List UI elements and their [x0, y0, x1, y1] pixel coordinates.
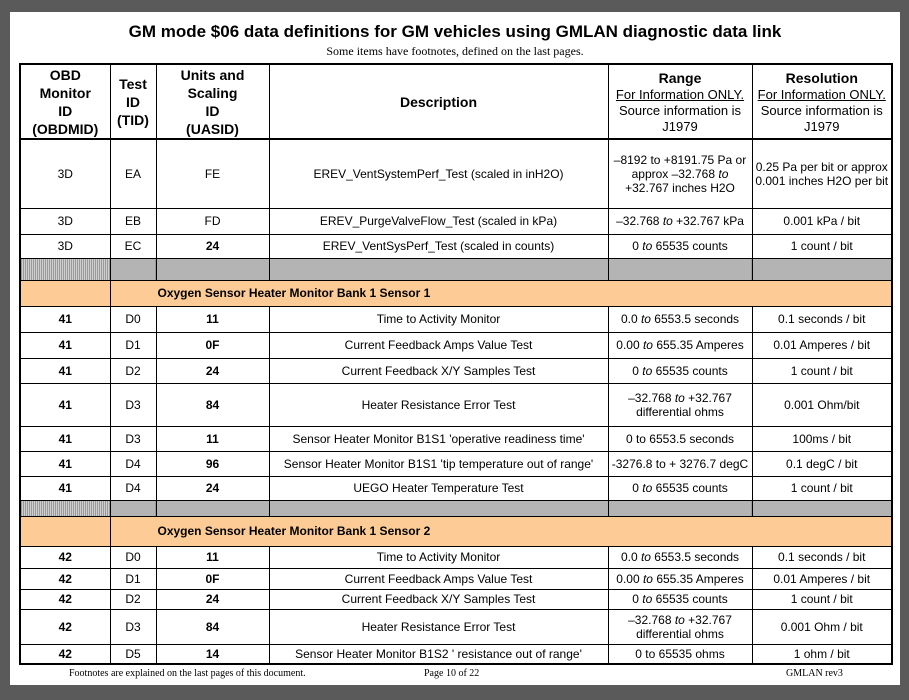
cell-resolution: 0.001 Ohm / bit [752, 609, 892, 644]
range-segment: to [642, 363, 653, 378]
header-tid [110, 64, 156, 139]
cell-obdmid: 42 [20, 568, 110, 589]
cell-desc: EREV_VentSysPerf_Test (scaled in counts) [269, 234, 608, 258]
cell-uasid: 24 [156, 589, 269, 609]
header-uasid [156, 64, 269, 139]
cell-resolution: 0.25 Pa per bit or approx 0.001 inches H2O per bit [752, 139, 892, 208]
header-uasid-line: ID [205, 102, 220, 119]
section-blank-cell [20, 280, 110, 306]
footer-note: Footnotes are explained on the last pages of this document. [69, 668, 306, 679]
header-description: Description [269, 64, 608, 139]
range-segment: to [640, 550, 651, 564]
page-title: GM mode $06 data definitions for GM vehicles using GMLAN diagnostic data link [128, 22, 782, 41]
cell-tid: D3 [110, 426, 156, 451]
range-segment: 6553.5 seconds [650, 312, 740, 326]
cell-desc: Current Feedback Amps Value Test [269, 332, 608, 358]
range-segment: 65535 counts [652, 481, 728, 495]
table-row [20, 589, 892, 609]
header-tid-line: (TID) [117, 111, 149, 128]
cell-resolution: 0.001 Ohm/bit [752, 383, 892, 426]
section-title: Oxygen Sensor Heater Monitor Bank 1 Sensor 1 [110, 280, 892, 306]
header-row [20, 64, 892, 139]
cell-desc: Sensor Heater Monitor B1S1 'tip temperature out of range' [269, 451, 608, 476]
cell-resolution: 0.01 Amperes / bit [752, 568, 892, 589]
range-segment: -3276.8 to + 3276.7 degC [611, 456, 749, 471]
range-segment: 0.00 [616, 571, 643, 586]
cell-uasid: 14 [156, 644, 269, 664]
range-segment: 0.00 [616, 338, 643, 352]
header-obdmid [20, 64, 110, 139]
cell-uasid: FE [156, 139, 269, 208]
range-segment: 0 to 65535 ohms [635, 646, 725, 661]
table-row [20, 306, 892, 332]
range-segment: –8192 to +8191.75 Pa or approx –32.768 [613, 152, 747, 181]
cell-desc: EREV_VentSystemPerf_Test (scaled in inH2O) [269, 139, 608, 208]
range-segment: 65535 counts [652, 592, 728, 606]
cell-desc: Time to Activity Monitor [269, 546, 608, 568]
range-segment: to [642, 481, 653, 495]
table-row [20, 609, 892, 644]
cell-resolution: 0.1 seconds / bit [752, 306, 892, 332]
range-segment: 65535 counts [652, 363, 728, 378]
table-row [20, 568, 892, 589]
cell-tid: D4 [110, 451, 156, 476]
cell-obdmid: 41 [20, 426, 110, 451]
separator-cell [269, 500, 608, 516]
cell-uasid: 84 [156, 609, 269, 644]
section-header-row [20, 516, 892, 546]
cell-obdmid: 42 [20, 609, 110, 644]
header-range [608, 64, 752, 139]
range-segment: 0.0 [620, 312, 641, 326]
cell-tid: D4 [110, 476, 156, 500]
cell-resolution: 1 count / bit [752, 358, 892, 383]
cell-obdmid: 3D [20, 234, 110, 258]
cell-obdmid: 41 [20, 383, 110, 426]
cell-uasid: 11 [156, 546, 269, 568]
cell-obdmid: 41 [20, 358, 110, 383]
cell-uasid: FD [156, 208, 269, 234]
cell-range [608, 546, 752, 568]
cell-desc: Sensor Heater Monitor B1S1 'operative readiness time' [269, 426, 608, 451]
separator-cell [110, 258, 156, 280]
cell-range [608, 139, 752, 208]
cell-tid: D0 [110, 546, 156, 568]
range-source: Source information is J1979 [618, 102, 742, 134]
table-row [20, 476, 892, 500]
cell-range [608, 208, 752, 234]
resolution-source: Source information is J1979 [760, 102, 883, 134]
cell-uasid: 11 [156, 306, 269, 332]
separator-cell [608, 500, 752, 516]
range-segment: to [662, 214, 673, 228]
cell-obdmid: 41 [20, 306, 110, 332]
cell-range [608, 609, 752, 644]
cell-uasid: 11 [156, 426, 269, 451]
cell-tid: EA [110, 139, 156, 208]
cell-uasid: 24 [156, 234, 269, 258]
cell-range [608, 383, 752, 426]
cell-tid: D0 [110, 306, 156, 332]
cell-obdmid: 41 [20, 332, 110, 358]
range-segment: 6553.5 seconds [650, 550, 740, 564]
table-row [20, 358, 892, 383]
header-resolution [752, 64, 892, 139]
separator-cell [752, 500, 892, 516]
cell-uasid: 24 [156, 476, 269, 500]
footer-revision: GMLAN rev3 [786, 668, 843, 679]
cell-range [608, 332, 752, 358]
resolution-title: Resolution [785, 69, 858, 86]
cell-obdmid: 3D [20, 139, 110, 208]
separator-cell [20, 500, 110, 516]
cell-range [608, 451, 752, 476]
range-segment: +32.767 inches H2O [625, 180, 735, 195]
header-uasid-line: Units and [180, 66, 245, 83]
header-tid-line: Test [119, 75, 147, 92]
header-obdmid-line: Monitor [39, 84, 91, 101]
table-row [20, 644, 892, 664]
range-segment: 0.0 [620, 550, 641, 564]
separator-row [20, 500, 892, 516]
range-note: For Information ONLY. [615, 86, 745, 102]
range-segment: –32.768 [628, 612, 675, 627]
header-obdmid-line: OBD [49, 66, 81, 83]
cell-obdmid: 42 [20, 589, 110, 609]
range-segment: 65535 counts [652, 239, 728, 253]
table-row [20, 426, 892, 451]
range-segment: to [640, 312, 651, 326]
range-segment: to [642, 338, 653, 352]
range-segment: –32.768 [628, 390, 675, 405]
cell-desc: UEGO Heater Temperature Test [269, 476, 608, 500]
page-number: Page 10 of 22 [424, 668, 480, 679]
mode06-table [19, 63, 893, 665]
cell-tid: D5 [110, 644, 156, 664]
cell-resolution: 0.1 seconds / bit [752, 546, 892, 568]
cell-tid: D2 [110, 589, 156, 609]
cell-resolution: 0.01 Amperes / bit [752, 332, 892, 358]
cell-range [608, 234, 752, 258]
range-segment: 0 [632, 481, 643, 495]
range-segment: 0 to 6553.5 seconds [625, 431, 735, 446]
cell-range [608, 306, 752, 332]
cell-desc: Heater Resistance Error Test [269, 609, 608, 644]
cell-resolution: 1 count / bit [752, 234, 892, 258]
header-obdmid-line: (OBDMID) [32, 120, 99, 137]
header-uasid-line: Scaling [187, 84, 238, 101]
cell-desc: Heater Resistance Error Test [269, 383, 608, 426]
range-segment: 0 [632, 363, 643, 378]
cell-range [608, 476, 752, 500]
cell-uasid: 84 [156, 383, 269, 426]
table-row [20, 332, 892, 358]
table-row [20, 208, 892, 234]
page-subtitle: Some items have footnotes, defined on the last pages. [326, 44, 584, 58]
cell-resolution: 1 count / bit [752, 589, 892, 609]
cell-obdmid: 42 [20, 546, 110, 568]
cell-tid: EB [110, 208, 156, 234]
table-row [20, 546, 892, 568]
cell-tid: D2 [110, 358, 156, 383]
cell-obdmid: 41 [20, 476, 110, 500]
cell-obdmid: 42 [20, 644, 110, 664]
cell-tid: D3 [110, 609, 156, 644]
cell-desc: Time to Activity Monitor [269, 306, 608, 332]
cell-uasid: 96 [156, 451, 269, 476]
range-segment: +32.767 differential ohms [636, 390, 732, 419]
separator-cell [20, 258, 110, 280]
section-title: Oxygen Sensor Heater Monitor Bank 1 Sensor 2 [110, 516, 892, 546]
table-row [20, 234, 892, 258]
cell-resolution: 0.1 degC / bit [752, 451, 892, 476]
cell-uasid: 0F [156, 568, 269, 589]
range-segment: to [718, 166, 729, 181]
table-row [20, 383, 892, 426]
section-blank-cell [20, 516, 110, 546]
range-segment: to [674, 390, 685, 405]
cell-desc: Current Feedback X/Y Samples Test [269, 358, 608, 383]
cell-tid: D1 [110, 332, 156, 358]
cell-tid: D1 [110, 568, 156, 589]
section-header-row [20, 280, 892, 306]
range-segment: 0 [632, 239, 643, 253]
cell-range [608, 358, 752, 383]
range-segment: 655.35 Amperes [652, 571, 744, 586]
cell-tid: D3 [110, 383, 156, 426]
separator-cell [269, 258, 608, 280]
cell-range [608, 644, 752, 664]
cell-tid: EC [110, 234, 156, 258]
separator-cell [608, 258, 752, 280]
range-segment: to [642, 239, 653, 253]
range-segment: to [642, 571, 653, 586]
cell-desc: Sensor Heater Monitor B1S2 ' resistance out of range' [269, 644, 608, 664]
cell-uasid: 0F [156, 332, 269, 358]
cell-obdmid: 41 [20, 451, 110, 476]
cell-resolution: 0.001 kPa / bit [752, 208, 892, 234]
range-segment: to [642, 592, 653, 606]
range-segment: –32.768 [616, 214, 663, 228]
header-tid-line: ID [126, 93, 140, 110]
cell-desc: Current Feedback Amps Value Test [269, 568, 608, 589]
separator-cell [156, 258, 269, 280]
cell-range [608, 568, 752, 589]
separator-cell [156, 500, 269, 516]
cell-resolution: 100ms / bit [752, 426, 892, 451]
separator-row [20, 258, 892, 280]
cell-uasid: 24 [156, 358, 269, 383]
range-segment: to [674, 612, 685, 627]
cell-resolution: 1 count / bit [752, 476, 892, 500]
table-row [20, 139, 892, 208]
cell-obdmid: 3D [20, 208, 110, 234]
cell-range [608, 426, 752, 451]
range-segment: 0 [632, 592, 643, 606]
range-segment: +32.767 differential ohms [636, 612, 732, 641]
range-segment: +32.767 kPa [672, 214, 744, 228]
cell-desc: EREV_PurgeValveFlow_Test (scaled in kPa) [269, 208, 608, 234]
cell-range [608, 589, 752, 609]
cell-resolution: 1 ohm / bit [752, 644, 892, 664]
range-title: Range [658, 69, 702, 86]
separator-cell [110, 500, 156, 516]
separator-cell [752, 258, 892, 280]
header-obdmid-line: ID [58, 102, 73, 119]
range-segment: 655.35 Amperes [652, 338, 744, 352]
table-row [20, 451, 892, 476]
document-page [10, 12, 900, 685]
cell-desc: Current Feedback X/Y Samples Test [269, 589, 608, 609]
header-uasid-line: (UASID) [186, 120, 239, 137]
resolution-note: For Information ONLY. [757, 86, 886, 102]
